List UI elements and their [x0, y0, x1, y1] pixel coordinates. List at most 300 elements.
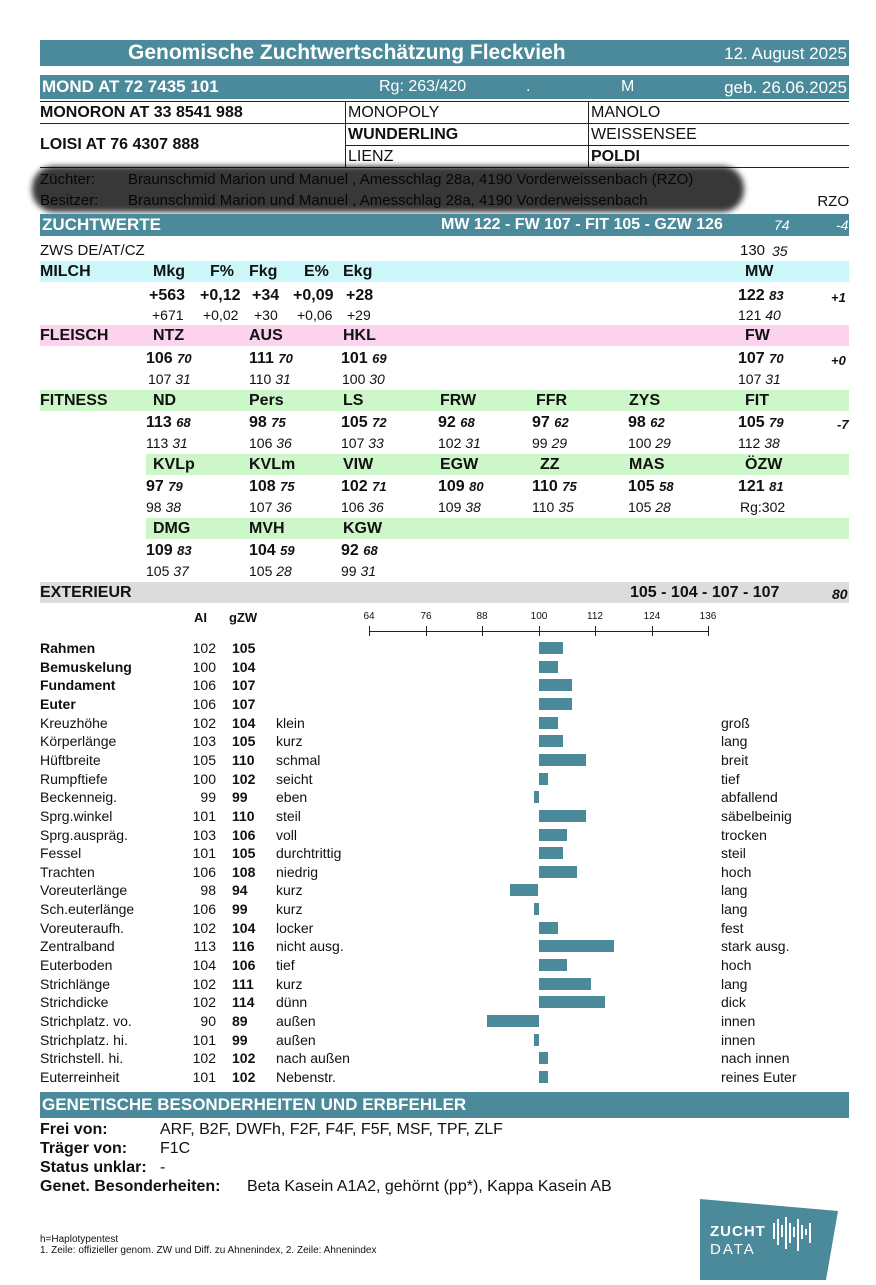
trait-low-label: seicht: [276, 771, 313, 787]
trait-ai: 102: [192, 1050, 216, 1066]
milch-label: MILCH: [40, 263, 91, 280]
trait-gzw: 89: [232, 1013, 248, 1029]
genetik-label: GENETISCHE BESONDERHEITEN UND ERBFEHLER: [42, 1095, 467, 1114]
trait-ai: 101: [192, 808, 216, 824]
trait-high-label: lang: [721, 901, 748, 917]
fleisch-ancestor-reliability: 30: [369, 371, 385, 387]
trait-high-label: tief: [721, 771, 740, 787]
fleisch-ancestor-score: 110: [249, 371, 272, 387]
trait-ai: 100: [192, 771, 216, 787]
rank: Rg: 263/420: [379, 78, 467, 95]
trait-gzw: 110: [232, 752, 255, 768]
fitness-value-score: 105: [341, 414, 368, 431]
fitness-value-reliability: 71: [372, 479, 387, 494]
fitness-value: [146, 542, 192, 560]
trait-bar: [539, 754, 586, 766]
fitness-ancestor-score: 105: [628, 499, 652, 515]
trait-gzw: 114: [232, 994, 255, 1010]
genetik-bar: [40, 1092, 849, 1118]
owner-org: RZO: [817, 193, 849, 210]
trait-name: Rumpftiefe: [40, 771, 108, 787]
fitness-ancestor: [146, 435, 188, 451]
trait-bar: [539, 679, 572, 691]
fitness-ancestor-reliability: 29: [655, 435, 671, 451]
milch-value: +28: [346, 287, 374, 304]
trait-name: Sprg.auspräg.: [40, 827, 128, 843]
trait-name: Voreuterlänge: [40, 882, 128, 898]
trait-name: Hüftbreite: [40, 752, 101, 768]
fleisch-label: FLEISCH: [40, 327, 109, 344]
fitness-ancestor: [628, 499, 671, 515]
pedigree-line: [40, 123, 345, 124]
mw-reliability: 83: [769, 288, 784, 303]
fitness-value-score: 113: [146, 414, 172, 431]
trait-bar: [534, 791, 539, 803]
fitness-ancestor-reliability: 35: [558, 499, 574, 515]
trait-gzw: 104: [232, 715, 256, 731]
trait-low-label: klein: [276, 715, 305, 731]
trait-ai: 103: [192, 733, 216, 749]
trait-gzw: 108: [232, 864, 256, 880]
fitness-value: [738, 414, 784, 432]
trait-gzw: 99: [232, 789, 248, 805]
fleisch-ancestor-reliability: 31: [175, 371, 191, 387]
trait-high-label: groß: [721, 715, 750, 731]
fitness-value-reliability: 75: [271, 415, 286, 430]
fitness-col: ZYS: [629, 392, 661, 409]
mw-col: MW: [745, 263, 774, 280]
fitness-value-reliability: 75: [562, 479, 577, 494]
fleisch-ancestor-score: 100: [342, 371, 366, 387]
fitness-value-reliability: 83: [177, 543, 192, 558]
trait-gzw: 107: [232, 677, 256, 693]
trait-name: Strichstell. hi.: [40, 1050, 124, 1066]
milch-value: +34: [252, 287, 280, 304]
fitness-ancestor-score: 106: [249, 435, 273, 451]
fitness-col: MVH: [249, 520, 285, 537]
trait-gzw: 105: [232, 640, 256, 656]
fitness-value: [438, 478, 484, 496]
sire: MONORON AT 33 8541 988: [40, 104, 243, 121]
trait-name: Kreuzhöhe: [40, 715, 108, 731]
scale-tick-label: 100: [530, 611, 548, 622]
trait-high-label: innen: [721, 1032, 756, 1048]
fitness-value-reliability: 75: [280, 479, 295, 494]
trait-name: Bemuskelung: [40, 659, 132, 675]
fitness-value: [438, 414, 475, 432]
trait-gzw: 106: [232, 827, 256, 843]
pedigree-line: [588, 101, 589, 167]
fitness-value: [249, 542, 295, 560]
fitness-ancestor-reliability: 38: [165, 499, 182, 515]
fitness-ancestor-score: 112: [738, 435, 761, 451]
fitness-value-score: 97: [146, 478, 164, 495]
milch-ancestor: +0,06: [297, 307, 333, 323]
fitness-ancestor-reliability: 28: [276, 563, 292, 579]
trait-low-label: dünn: [276, 994, 308, 1010]
fitness-value-score: 104: [249, 542, 276, 559]
fw-ancestor-reliability: 31: [765, 371, 781, 387]
fitness-value-reliability: 58: [659, 479, 674, 494]
fitness-ancestor-score: 99: [532, 435, 548, 451]
dam-sire: WUNDERLING: [348, 126, 459, 143]
besonderheiten-value: Beta Kasein A1A2, gehörnt (pp*), Kappa Kasein AB: [247, 1178, 612, 1195]
trait-high-label: trocken: [721, 827, 767, 843]
trait-name: Rahmen: [40, 640, 96, 656]
trait-ai: 103: [192, 827, 216, 843]
fleisch-score: 106: [146, 350, 173, 367]
fitness-header: [40, 390, 849, 411]
trait-name: Fundament: [40, 677, 116, 693]
fitness-header-2: [146, 454, 849, 475]
fitness-ancestor-score: 100: [628, 435, 652, 451]
fitness-value-reliability: 59: [280, 543, 295, 558]
trait-gzw: 104: [232, 659, 256, 675]
trait-ai: 100: [192, 659, 216, 675]
trait-name: Voreuteraufh.: [40, 920, 125, 936]
trait-high-label: hoch: [721, 957, 752, 973]
fitness-value: [249, 478, 295, 496]
milch-col: E%: [304, 263, 329, 280]
fitness-col: VIW: [343, 456, 374, 473]
trait-name: Beckenneig.: [40, 789, 118, 805]
fitness-ancestor: [438, 499, 481, 515]
fitness-col: ZZ: [540, 456, 560, 473]
fitness-value: [738, 478, 784, 496]
fitness-ancestor-reliability: 36: [276, 499, 292, 515]
mw-value: [738, 287, 784, 305]
fitness-ancestor: [341, 563, 376, 579]
fitness-value-score: 98: [628, 414, 646, 431]
trait-high-label: abfallend: [721, 789, 778, 805]
trait-high-label: nach innen: [721, 1050, 790, 1066]
trait-high-label: lang: [721, 733, 748, 749]
trait-gzw: 102: [232, 1069, 256, 1085]
trait-low-label: Nebenstr.: [276, 1069, 336, 1085]
fitness-col: KVLm: [249, 456, 296, 473]
fleisch-reliability: 70: [278, 351, 293, 366]
trait-high-label: reines Euter: [721, 1069, 797, 1085]
fleisch-value: [341, 350, 387, 368]
fitness-value: [341, 542, 378, 560]
trait-bar: [539, 717, 558, 729]
trait-name: Strichlänge: [40, 976, 111, 992]
trait-high-label: hoch: [721, 864, 752, 880]
fitness-value-score: 108: [249, 478, 276, 495]
fitness-value: [532, 478, 577, 496]
milch-ancestor: +0,02: [203, 307, 239, 323]
fitness-col: EGW: [440, 456, 479, 473]
dam-dam-dam-sire: POLDI: [591, 148, 640, 165]
fitness-col: FFR: [536, 392, 568, 409]
fitness-value-score: 121: [738, 478, 765, 495]
scale-tick-label: 64: [363, 611, 375, 622]
trait-low-label: schmal: [276, 752, 321, 768]
fitness-value: [532, 414, 569, 432]
fleisch-ancestor: [249, 371, 291, 387]
fitness-value: [341, 478, 387, 496]
fitness-ancestor: [249, 563, 292, 579]
zuchtwerte-bar: [40, 214, 849, 236]
fitness-value: [628, 414, 665, 432]
fitness-ancestor-reliability: 36: [276, 435, 292, 451]
trait-ai: 106: [192, 901, 216, 917]
ozw-col: ÖZW: [745, 456, 783, 473]
title-bar: [40, 40, 849, 66]
fitness-col: MAS: [629, 456, 665, 473]
pedigree-table: [40, 101, 849, 167]
fitness-value: [146, 478, 183, 496]
fitness-col: DMG: [153, 520, 191, 537]
fitness-ancestor-score: 102: [438, 435, 462, 451]
scale-tick: [369, 626, 370, 636]
milch-col: Ekg: [343, 263, 373, 280]
fleisch-header: [40, 325, 849, 346]
fitness-value: [628, 478, 674, 496]
scale-tick-label: 76: [420, 611, 432, 622]
fitness-value-score: 92: [341, 542, 359, 559]
pedigree-line: [345, 145, 849, 146]
trait-gzw: 99: [232, 901, 248, 917]
fitness-value-score: 102: [341, 478, 368, 495]
milch-ancestor: +671: [152, 307, 184, 323]
fitness-value-reliability: 68: [363, 543, 378, 558]
trait-low-label: kurz: [276, 733, 303, 749]
fitness-ancestor: [341, 435, 384, 451]
trait-bar: [539, 773, 548, 785]
exterieur-reliability: 80: [832, 586, 848, 602]
trait-gzw: 94: [232, 882, 248, 898]
logo-text-2: DATA: [710, 1241, 756, 1258]
fleisch-col: AUS: [249, 327, 283, 344]
fw-reliability: 70: [769, 351, 784, 366]
fitness-value-reliability: 62: [650, 415, 665, 430]
zuchtdata-logo: [700, 1199, 838, 1280]
fitness-value-reliability: 81: [769, 479, 784, 494]
trait-low-label: niedrig: [276, 864, 319, 880]
trait-name: Trachten: [40, 864, 95, 880]
trait-gzw: 104: [232, 920, 256, 936]
scale-tick-label: 88: [476, 611, 488, 622]
trait-ai: 106: [192, 864, 216, 880]
dam-dam-sire: WEISSENSEE: [591, 126, 697, 143]
fitness-value: [249, 414, 286, 432]
trait-high-label: lang: [721, 976, 748, 992]
zws-reliability: 35: [772, 243, 788, 259]
birth-date: geb. 26.06.2025: [724, 78, 847, 97]
trait-low-label: steil: [276, 808, 301, 824]
fitness-value-reliability: 80: [469, 479, 484, 494]
fitness-ancestor: [341, 499, 384, 515]
fitness-ancestor-score: 110: [532, 499, 555, 515]
exterieur-label: EXTERIEUR: [40, 584, 132, 601]
fitness-col: ND: [153, 392, 177, 409]
trait-ai: 106: [192, 696, 216, 712]
fitness-ancestor-reliability: 31: [360, 563, 377, 579]
col-ai: AI: [194, 610, 207, 625]
fitness-value-reliability: 79: [769, 415, 784, 430]
sex: M: [621, 78, 635, 95]
trait-ai: 102: [192, 715, 216, 731]
fitness-label: FITNESS: [40, 392, 108, 409]
trait-bar: [534, 903, 539, 915]
trait-name: Körperlänge: [40, 733, 117, 749]
trait-high-label: stark ausg.: [721, 938, 790, 954]
trait-high-label: fest: [721, 920, 744, 936]
trait-gzw: 107: [232, 696, 256, 712]
trait-bar: [539, 996, 605, 1008]
fw-col: FW: [745, 327, 770, 344]
fitness-value: [146, 414, 191, 432]
scale-tick: [482, 626, 483, 636]
zuchtwerte-diff: -4: [836, 217, 849, 233]
fitness-col: KVLp: [153, 456, 195, 473]
milch-col: Fkg: [249, 263, 278, 280]
trait-bar: [539, 959, 567, 971]
fitness-value-score: 97: [532, 414, 550, 431]
trait-bar: [539, 810, 586, 822]
milch-col: F%: [210, 263, 234, 280]
trait-ai: 102: [192, 920, 216, 936]
trait-ai: 106: [192, 677, 216, 693]
trait-gzw: 110: [232, 808, 255, 824]
trait-name: Sch.euterlänge: [40, 901, 135, 917]
fleisch-reliability: 70: [177, 351, 192, 366]
redaction-mark: [32, 166, 744, 212]
trait-bar: [539, 940, 614, 952]
trait-low-label: tief: [276, 957, 295, 973]
fit-diff: -7: [837, 417, 849, 432]
trait-bar: [539, 661, 558, 673]
trait-bar: [539, 1071, 548, 1083]
zuchtwerte-label: ZUCHTWERTE: [42, 215, 161, 234]
exterieur-summary: 105 - 104 - 107 - 107: [630, 584, 780, 601]
fitness-ancestor-reliability: 29: [551, 435, 568, 451]
fitness-ancestor-score: 105: [249, 563, 273, 579]
trait-name: Euter: [40, 696, 76, 712]
trait-gzw: 111: [232, 976, 254, 992]
trait-name: Euterreinheit: [40, 1069, 120, 1085]
status-value: -: [160, 1159, 166, 1176]
fleisch-col: NTZ: [153, 327, 185, 344]
trait-bar: [539, 829, 567, 841]
fitness-ancestor: [532, 435, 567, 451]
besonderheiten-label: Genet. Besonderheiten:: [40, 1178, 221, 1195]
milch-header: [40, 261, 849, 282]
trait-high-label: dick: [721, 994, 746, 1010]
fitness-ancestor-reliability: 28: [655, 499, 671, 515]
frei-value: ARF, B2F, DWFh, F2F, F4F, F5F, MSF, TPF, ZLF: [160, 1121, 503, 1138]
milch-value: +0,12: [200, 287, 241, 304]
fw-ancestor-score: 107: [738, 371, 762, 387]
trait-name: Sprg.winkel: [40, 808, 113, 824]
mw-diff: +1: [831, 290, 846, 305]
trait-bar: [539, 735, 563, 747]
fleisch-ancestor-reliability: 31: [275, 371, 291, 387]
trait-name: Zentralband: [40, 938, 115, 954]
trait-ai: 102: [192, 994, 216, 1010]
dam-sire-sire: LIENZ: [348, 148, 394, 165]
trait-name: Euterboden: [40, 957, 113, 973]
mw-ancestor: [738, 307, 781, 323]
fitness-header-3: [146, 518, 849, 539]
trait-bar: [539, 642, 563, 654]
milch-ancestor: +29: [347, 307, 371, 323]
scale-tick: [595, 626, 596, 636]
footnote-1: h=Haplotypentest: [40, 1234, 119, 1245]
fitness-ancestor: [146, 563, 189, 579]
trait-low-label: kurz: [276, 976, 303, 992]
milch-value: +563: [149, 287, 186, 304]
milch-value: +0,09: [293, 287, 334, 304]
trait-high-label: steil: [721, 845, 746, 861]
fitness-value-reliability: 72: [372, 415, 387, 430]
fitness-ancestor-reliability: 31: [465, 435, 481, 451]
sire-sire: MONOPOLY: [348, 104, 440, 121]
fitness-ancestor: [738, 435, 780, 451]
separator-dot: .: [526, 78, 531, 95]
traeger-value: F1C: [160, 1140, 191, 1157]
fitness-ancestor: [249, 435, 292, 451]
trait-name: Strichplatz. vo.: [40, 1013, 132, 1029]
trait-ai: 101: [192, 1069, 216, 1085]
trait-ai: 102: [192, 976, 216, 992]
trait-gzw: 99: [232, 1032, 248, 1048]
trait-gzw: 105: [232, 733, 256, 749]
zuchtwerte-reliability: 74: [774, 217, 790, 233]
fleisch-ancestor: [148, 371, 191, 387]
fitness-col: KGW: [343, 520, 383, 537]
fitness-ancestor-score: 105: [146, 563, 170, 579]
fitness-ancestor-score: 109: [438, 499, 462, 515]
frei-label: Frei von:: [40, 1121, 108, 1138]
fitness-ancestor: [146, 499, 181, 515]
fleisch-col: HKL: [343, 327, 376, 344]
footnote-2: 1. Zeile: offizieller genom. ZW und Diff. zu Ahnenindex, 2. Zeile: Ahnenindex: [40, 1245, 377, 1256]
fitness-ancestor-reliability: 31: [172, 435, 188, 451]
fleisch-value: [146, 350, 192, 368]
scale-tick-label: 112: [587, 611, 603, 622]
trait-low-label: außen: [276, 1013, 316, 1029]
trait-low-label: nach außen: [276, 1050, 350, 1066]
trait-bar: [539, 978, 591, 990]
fitness-ancestor: [628, 435, 671, 451]
fitness-value-reliability: 79: [168, 479, 183, 494]
trait-gzw: 106: [232, 957, 256, 973]
dam: LOISI AT 76 4307 888: [40, 136, 200, 153]
trait-low-label: durchtrittig: [276, 845, 342, 861]
trait-high-label: lang: [721, 882, 748, 898]
trait-ai: 113: [193, 938, 216, 954]
fitness-ancestor: [438, 435, 481, 451]
ozw-rank: Rg:302: [740, 499, 786, 515]
trait-low-label: voll: [276, 827, 298, 843]
fitness-col: LS: [343, 392, 364, 409]
trait-low-label: außen: [276, 1032, 316, 1048]
traeger-label: Träger von:: [40, 1140, 128, 1157]
zuchtwerte-summary: MW 122 - FW 107 - FIT 105 - GZW 126: [441, 216, 723, 233]
trait-ai: 104: [192, 957, 216, 973]
trait-bar: [539, 698, 572, 710]
fitness-ancestor-reliability: 33: [368, 435, 384, 451]
fitness-ancestor: [532, 499, 574, 515]
fitness-value-score: 105: [738, 414, 765, 431]
scale-tick-label: 124: [643, 611, 661, 622]
pedigree-line: [345, 123, 849, 124]
trait-low-label: kurz: [276, 901, 303, 917]
fitness-value: [341, 414, 387, 432]
scale-tick: [426, 626, 427, 636]
